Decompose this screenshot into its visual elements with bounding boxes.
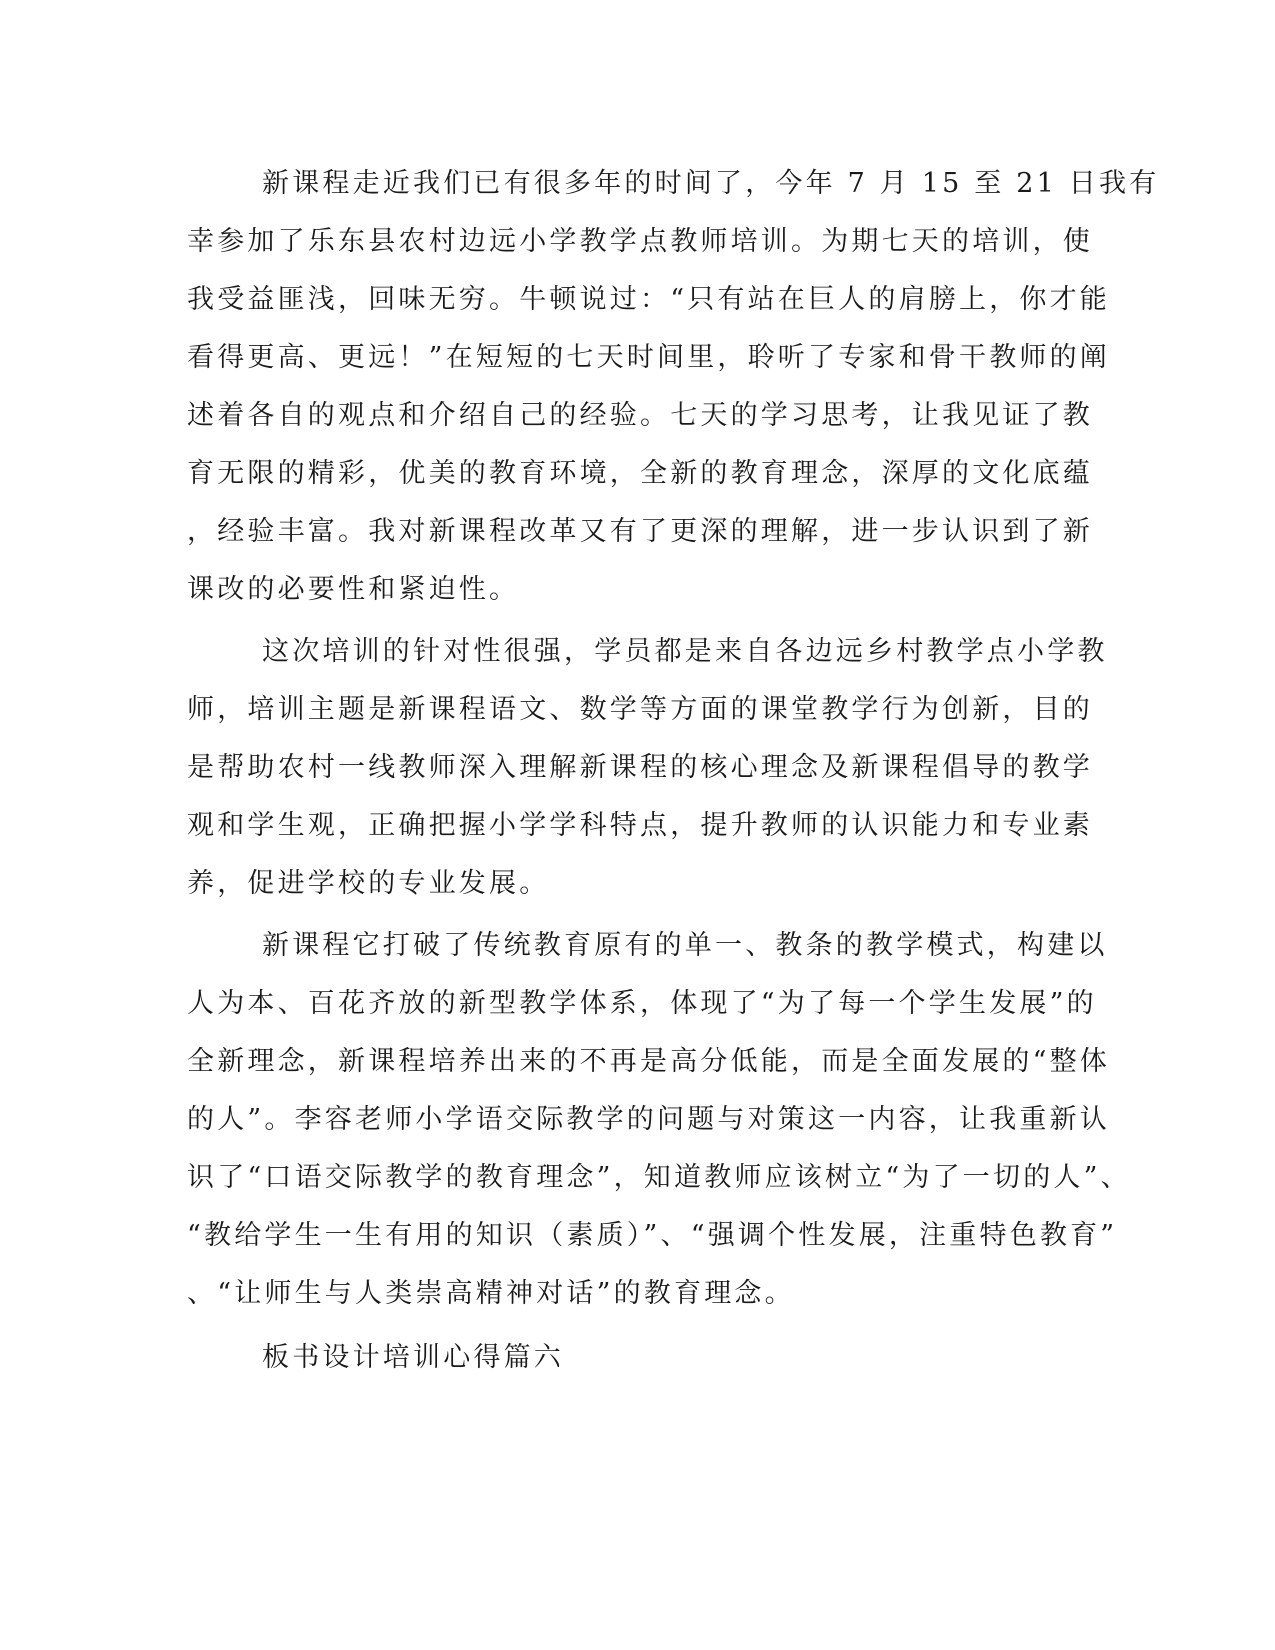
paragraph-1-line-4: 看得更高、更远！”在短短的七天时间里，聆听了专家和骨干教师的阐 [187, 342, 1111, 373]
paragraph-1-line-2: 幸参加了乐东县农村边远小学教学点教师培训。为期七天的培训，使 [187, 226, 1093, 257]
paragraph-3-line-4: 的人”。李容老师小学语交际教学的问题与对策这一内容，让我重新认 [187, 1104, 1111, 1135]
paragraph-2-line-4: 观和学生观，正确把握小学学科特点，提升教师的认识能力和专业素 [187, 810, 1093, 841]
paragraph-2-line-3: 是帮助农村一线教师深入理解新课程的核心理念及新课程倡导的教学 [187, 752, 1093, 783]
paragraph-3-line-5: 识了“口语交际教学的教育理念”，知道教师应该树立“为了一切的人”、 [187, 1162, 1131, 1193]
paragraph-3-line-2: 人为本、百花齐放的新型教学体系，体现了“为了每一个学生发展”的 [187, 988, 1097, 1019]
paragraph-3-line-3: 全新理念，新课程培养出来的不再是高分低能，而是全面发展的“整体 [187, 1046, 1111, 1077]
paragraph-1-line-8: 课改的必要性和紧迫性。 [187, 574, 520, 605]
paragraph-3-line-1: 新课程它打破了传统教育原有的单一、教条的教学模式，构建以 [262, 930, 1108, 961]
paragraph-2-line-1: 这次培训的针对性很强，学员都是来自各边远乡村教学点小学教 [262, 636, 1108, 667]
paragraph-1-line-1: 新课程走近我们已有很多年的时间了，今年 7 月 15 至 21 日我有 [262, 168, 1160, 199]
paragraph-1-line-7: ，经验丰富。我对新课程改革又有了更深的理解，进一步认识到了新 [187, 516, 1093, 547]
paragraph-3-line-7: 、“让师生与人类崇高精神对话”的教育理念。 [187, 1278, 795, 1309]
paragraph-2-line-5: 养，促进学校的专业发展。 [187, 868, 550, 899]
paragraph-1-line-5: 述着各自的观点和介绍自己的经验。七天的学习思考，让我见证了教 [187, 400, 1093, 431]
section-heading: 板书设计培训心得篇六 [262, 1342, 564, 1373]
paragraph-1-line-6: 育无限的精彩，优美的教育环境，全新的教育理念，深厚的文化底蕴 [187, 458, 1093, 489]
paragraph-3-line-6: “教给学生一生有用的知识（素质）”、“强调个性发展，注重特色教育” [187, 1220, 1118, 1251]
paragraph-1-line-3: 我受益匪浅，回味无穷。牛顿说过：“只有站在巨人的肩膀上，你才能 [187, 284, 1111, 315]
paragraph-2-line-2: 师，培训主题是新课程语文、数学等方面的课堂教学行为创新，目的 [187, 694, 1093, 725]
